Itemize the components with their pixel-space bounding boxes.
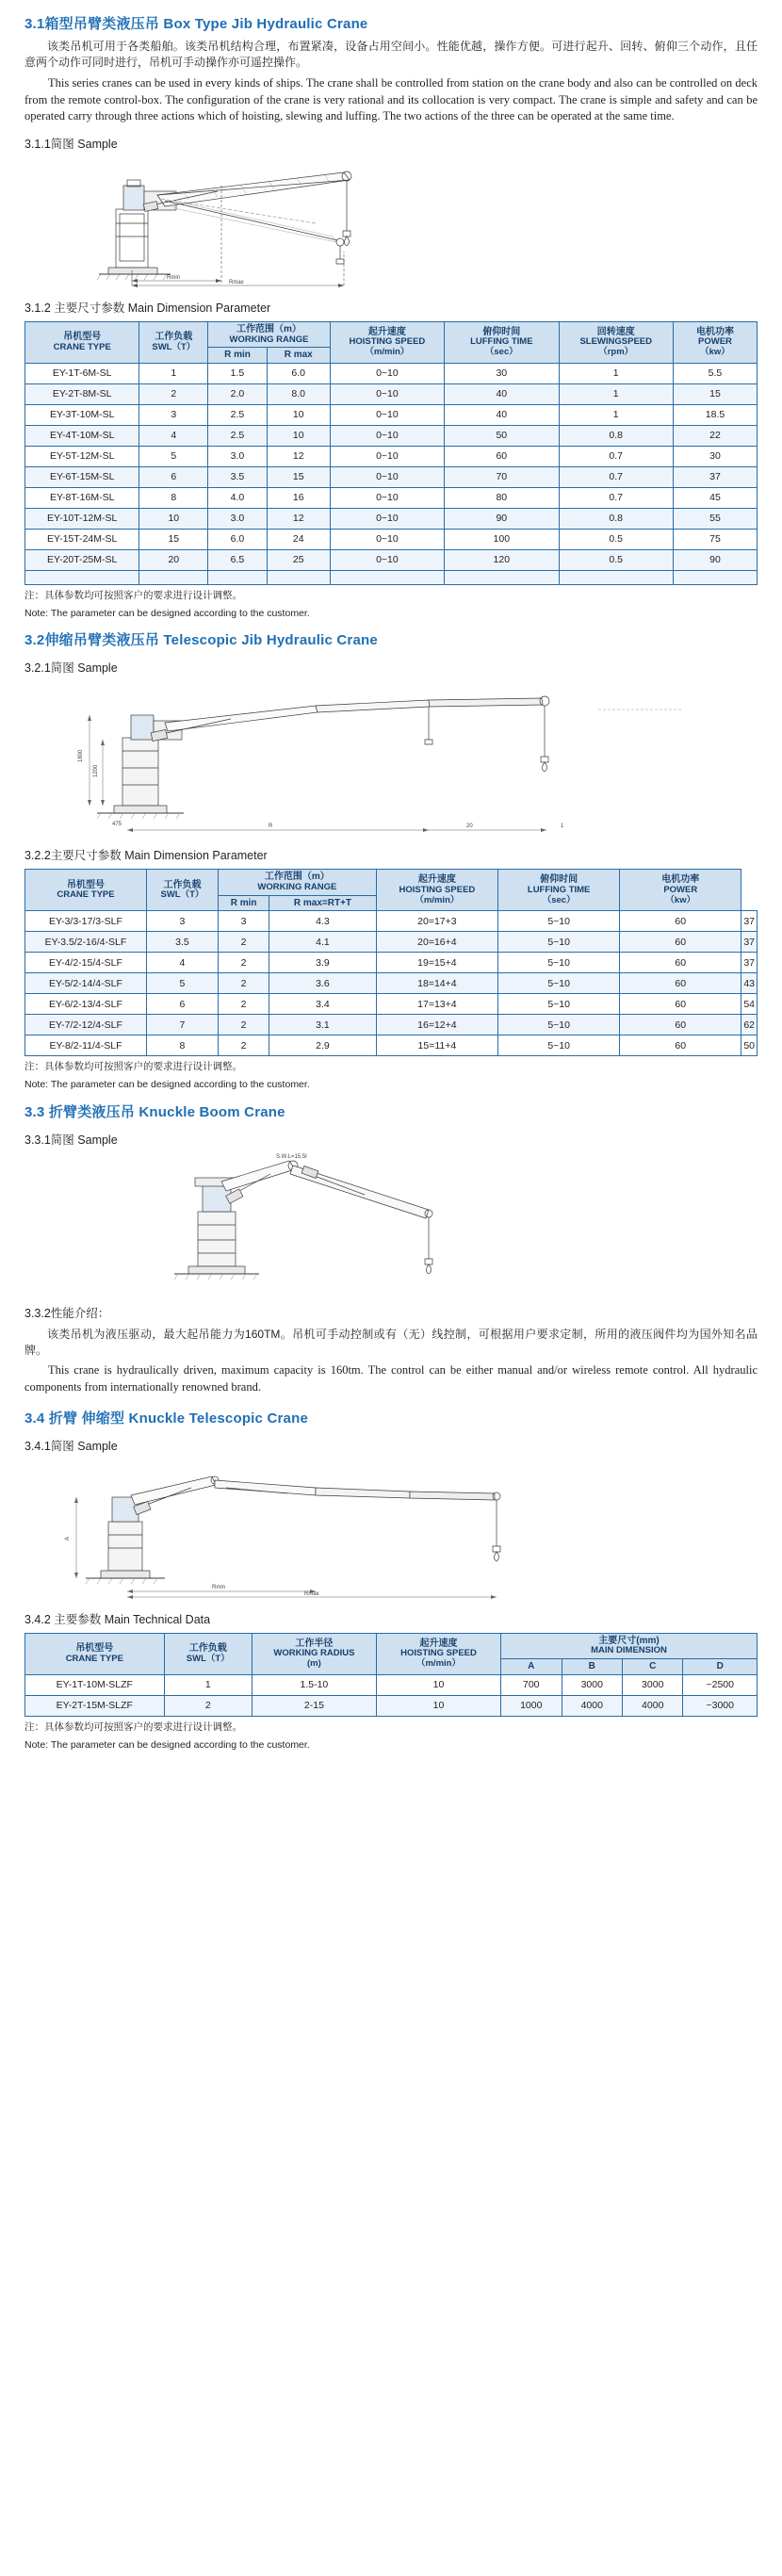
th2-hoisting-speed: 起升速度 HOISTING SPEED （m/min）: [376, 870, 497, 911]
table-1-head: [25, 322, 758, 364]
figure-label-a: A: [65, 1536, 71, 1541]
th3-swl: 工作负载 SWL（T）: [164, 1633, 252, 1674]
table-row: EY-4T-10M-SL 4 2.5 10 0~10 50 0.8 22: [25, 425, 758, 446]
section-3-1-1-title: 3.1.1简图 Sample: [24, 138, 118, 152]
th2-power: 电机功率 POWER （kw）: [620, 870, 741, 911]
th3-hoisting-speed: 起升速度 HOISTING SPEED （m/min）: [376, 1633, 500, 1674]
th-working-range: 工作范围（m） WORKING RANGE: [208, 322, 330, 348]
telescopic-jib-crane-drawing: [33, 681, 749, 837]
table-2-note-cn: 注：具体参数均可按照客户的要求进行设计调整。: [24, 1061, 242, 1073]
table-row: EY-8/2-11/4-SLF 8 2 2.9 15=11+4 5~10 60 50: [25, 1035, 758, 1056]
table-row: EY-3/3-17/3-SLF 3 3 4.3 20=17+3 5~10 60 37: [25, 911, 758, 932]
figure-label-475: 475: [112, 822, 122, 828]
th2-working-range: 工作范围（m） WORKING RANGE: [218, 870, 376, 895]
section-title-3-2: 3.2伸缩吊臂类液压吊 Telescopic Jib Hydraulic Crane: [24, 632, 378, 649]
table-row: EY-5T-12M-SL 5 3.0 12 0~10 60 0.7 30: [25, 446, 758, 466]
table-1-note-cn: 注：具体参数均可按照客户的要求进行设计调整。: [24, 589, 242, 601]
table-row: EY-1T-10M-SLZF 1 1.5-10 10 700 3000 3000 ~2500: [25, 1674, 758, 1695]
table-row: EY-1T-6M-SL 1 1.5 6.0 0~10 30 1 5.5: [25, 363, 758, 383]
th3-a: A: [501, 1659, 562, 1675]
figure-label-rmax-2: Rmax: [304, 1590, 319, 1597]
section-3-1-paragraph-cn: 该类吊机可用于各类船舶。该类吊机结构合理，布置紧凑，设备占用空间小。性能优越，操作方便。可进行起升、回转、俯仰三个动作，且任意两个动作可同时进行，吊机可手动操作亦可遥控操作。: [24, 40, 758, 70]
table-row: EY-5/2-14/4-SLF 5 2 3.6 18=14+4 5~10 60 43: [25, 973, 758, 994]
figure-label-swl: S.W.L=15.5t: [276, 1153, 307, 1160]
th3-crane-type: 吊机型号 CRANE TYPE: [25, 1633, 165, 1674]
th-crane-type: 吊机型号 CRANE TYPE: [25, 322, 139, 364]
table-row: EY-10T-12M-SL 10 3.0 12 0~10 90 0.8 55: [25, 508, 758, 529]
figure-label-height-1800: 1800: [78, 749, 84, 763]
table-row: EY-20T-25M-SL 20 6.5 25 0~10 120 0.5 90: [25, 549, 758, 570]
th-rmin: R min: [208, 348, 267, 364]
section-3-2-1-title: 3.2.1简图 Sample: [24, 661, 118, 676]
section-3-4-1-title: 3.4.1简图 Sample: [24, 1439, 118, 1453]
section-title-3-4: 3.4 折臂 伸缩型 Knuckle Telescopic Crane: [24, 1410, 308, 1427]
figure-label-rmin: Rmin: [167, 275, 181, 282]
table-3-body: [25, 1674, 758, 1716]
table-row: EY-15T-24M-SL 15 6.0 24 0~10 100 0.5 75: [25, 529, 758, 549]
figure-knuckle-telescopic-crane: [24, 1459, 758, 1601]
knuckle-boom-crane-drawing: [33, 1153, 749, 1295]
table-row: EY-6/2-13/4-SLF 6 2 3.4 17=13+4 5~10 60 54: [25, 994, 758, 1015]
th3-main-dimension: 主要尺寸(mm) MAIN DIMENSION: [501, 1633, 758, 1658]
figure-label-rmin-2: Rmin: [212, 1584, 226, 1590]
main-technical-data-table-3: [24, 1633, 758, 1717]
figure-telescopic-jib-crane: [24, 681, 758, 837]
section-3-1-2-title: 3.1.2 主要尺寸参数 Main Dimension Parameter: [24, 302, 271, 316]
table-3-head: [25, 1633, 758, 1674]
section-3-4-2-title: 3.4.2 主要参数 Main Technical Data: [24, 1612, 211, 1626]
th2-swl: 工作负载 SWL（T）: [146, 870, 218, 911]
table-row-blank: [25, 570, 758, 584]
table-row: EY-3.5/2-16/4-SLF 3.5 2 4.1 20=16+4 5~10 60 37: [25, 932, 758, 953]
figure-label-rmax: Rmax: [229, 280, 244, 286]
knuckle-telescopic-crane-drawing: [33, 1459, 749, 1601]
figure-label-height-1200: 1200: [93, 764, 99, 778]
th-swl: 工作负载 SWL（T）: [139, 322, 208, 364]
table-2-header-row-1: [25, 870, 758, 895]
section-title-3-3: 3.3 折臂类液压吊 Knuckle Boom Crane: [24, 1103, 285, 1120]
table-row: EY-6T-15M-SL 6 3.5 15 0~10 70 0.7 37: [25, 466, 758, 487]
table-3-header-row-1: [25, 1633, 758, 1658]
th2-luffing-time: 俯仰时间 LUFFING TIME （sec）: [498, 870, 620, 911]
section-3-2-2-title: 3.2.2主要尺寸参数 Main Dimension Parameter: [24, 849, 268, 863]
figure-knuckle-boom-crane: [24, 1153, 758, 1295]
table-row: EY-7/2-12/4-SLF 7 2 3.1 16=12+4 5~10 60 62: [25, 1015, 758, 1035]
table-row: EY-2T-8M-SL 2 2.0 8.0 0~10 40 1 15: [25, 383, 758, 404]
box-type-jib-crane-drawing: [33, 157, 749, 289]
th-luffing-time: 俯仰时间 LUFFING TIME （sec）: [445, 322, 559, 364]
th-slewing-speed: 回转速度 SLEWINGSPEED （rpm）: [559, 322, 673, 364]
section-title-3-1: 3.1箱型吊臂类液压吊 Box Type Jib Hydraulic Crane: [24, 16, 368, 32]
th3-working-radius: 工作半径 WORKING RADIUS (m): [252, 1633, 376, 1674]
table-2-note-en: Note: The parameter can be designed according to the customer.: [24, 1078, 310, 1090]
main-dimension-parameter-table-2: [24, 869, 758, 1056]
section-3-1-paragraph-en: This series cranes can be used in every kinds of ships. The crane shall be controlled from station on the crane body and also can be controlled on deck from the remote control-box. The configuration of the crane is very rational and its collocation is very compact. The crane is simple and safety and can be operated carry through three actions which of hoisting, slewing and luffing. The two actions of the three can be operated at the same time.: [24, 75, 758, 123]
table-2-body: [25, 911, 758, 1056]
figure-label-1: 1: [561, 823, 564, 830]
table-row: EY-2T-15M-SLZF 2 2-15 10 1000 4000 4000 ~3000: [25, 1695, 758, 1716]
table-row: EY-8T-16M-SL 8 4.0 16 0~10 80 0.7 45: [25, 487, 758, 508]
table-1-body: [25, 363, 758, 584]
th-power: 电机功率 POWER （kw）: [673, 322, 757, 364]
section-3-3-paragraph-en: This crane is hydraulically driven, maximum capacity is 160tm. The control can be either manual and/or wireless remote control. All hydraulic components from internationally renowned brand.: [24, 1363, 758, 1394]
th2-crane-type: 吊机型号 CRANE TYPE: [25, 870, 147, 911]
th2-rmin: R min: [218, 895, 269, 911]
th3-c: C: [622, 1659, 682, 1675]
th2-rmax: R max=RT+T: [269, 895, 376, 911]
figure-label-20: 20: [466, 823, 473, 830]
th3-d: D: [683, 1659, 758, 1675]
table-3-note-cn: 注：具体参数均可按照客户的要求进行设计调整。: [24, 1720, 242, 1733]
table-1-note-en: Note: The parameter can be designed according to the customer.: [24, 607, 310, 619]
figure-box-type-jib-crane: [24, 157, 758, 289]
table-1-header-row-1: [25, 322, 758, 348]
th-rmax: R max: [267, 348, 330, 364]
table-row: EY-4/2-15/4-SLF 4 2 3.9 19=15+4 5~10 60 37: [25, 953, 758, 973]
th3-b: B: [562, 1659, 622, 1675]
section-3-3-paragraph-cn: 该类吊机为液压驱动，最大起吊能力为160TM。吊机可手动控制或有（无）线控制，可根据用户要求定制，所用的液压阀件均为国外知名品牌。: [24, 1327, 758, 1358]
table-row: EY-3T-10M-SL 3 2.5 10 0~10 40 1 18.5: [25, 404, 758, 425]
section-3-3-2-title: 3.3.2性能介绍：: [24, 1306, 110, 1320]
figure-label-r: R: [269, 823, 273, 830]
main-dimension-parameter-table-1: [24, 321, 758, 585]
section-3-3-1-title: 3.3.1简图 Sample: [24, 1133, 118, 1147]
th-hoisting-speed: 起升速度 HOISTING SPEED （m/min）: [330, 322, 444, 364]
table-3-note-en: Note: The parameter can be designed according to the customer.: [24, 1738, 310, 1751]
table-2-head: [25, 870, 758, 911]
